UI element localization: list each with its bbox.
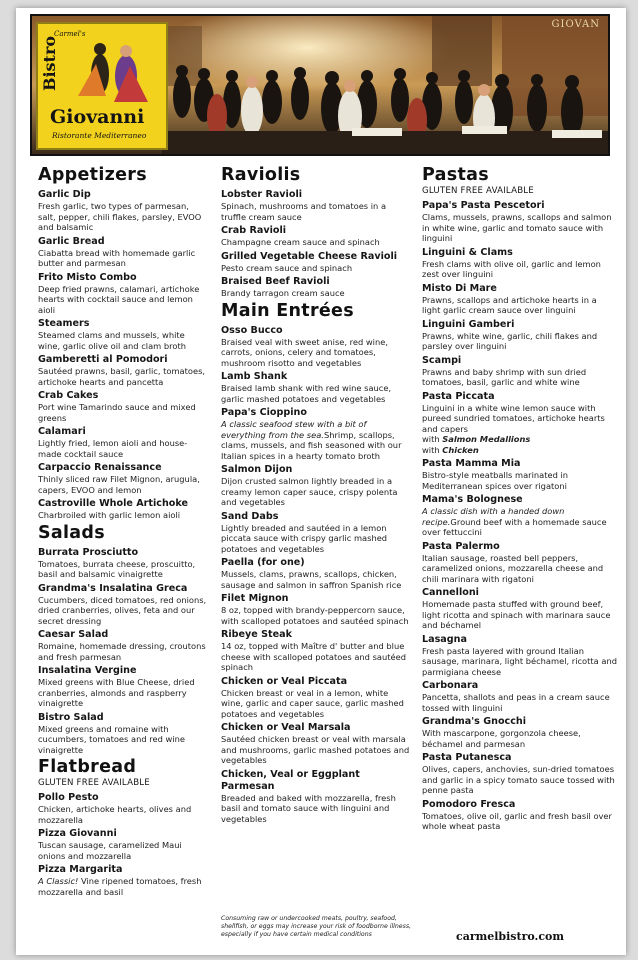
- menu-item-description-text: Braised lamb shank with red wine sauce, garlic mashed potatoes and vegetables: [221, 383, 392, 404]
- menu-item-name: Crab Ravioli: [221, 225, 287, 236]
- menu-item-description-text: Sautéed chicken breast or veal with marsala and mushrooms, garlic mashed potatoes and vegetables: [221, 734, 410, 765]
- menu-item-tagline: A classic dish with a handed down recipe.: [422, 506, 565, 527]
- menu-item-name: Pomodoro Fresca: [422, 798, 516, 810]
- menu-item-name: Pasta Mamma Mia: [422, 458, 521, 469]
- menu-item: [38, 629, 208, 662]
- menu-item-name: Pizza Margarita: [38, 864, 123, 875]
- menu-item-description: [221, 793, 411, 825]
- header-banner: [30, 14, 610, 156]
- menu-item-description-text: Olives, capers, anchovies, sun-dried tomatoes and garlic in a spicy tomato sauce tossed with penne pasta: [422, 764, 615, 795]
- menu-item-description: [38, 804, 208, 825]
- menu-item-description: [38, 474, 208, 495]
- menu-item: [221, 225, 411, 248]
- menu-item-description-text: Sautéed prawns, basil, garlic, tomatoes, artichoke hearts and pancetta: [38, 366, 206, 387]
- menu-item-name: Crab Cakes: [38, 390, 99, 401]
- menu-item: [38, 828, 208, 861]
- menu-item-description: [221, 523, 411, 555]
- menu-page: [16, 8, 626, 955]
- menu-item-description: [221, 734, 411, 766]
- column-left: [38, 165, 208, 897]
- menu-item-description: [38, 366, 208, 387]
- menu-item-description-text: Pesto cream sauce and spinach: [221, 262, 353, 273]
- menu-item-description-text: Mixed greens with Blue Cheese, dried cranberries, almonds and raspberry vinaigrette: [38, 677, 195, 708]
- food-safety-disclaimer: Consuming raw or undercooked meats, poultry, seafood, shellfish, or eggs may increase your risk of foodborne illness, especially if you have certain medical conditions: [221, 915, 412, 938]
- section-title-appetizers: Appetizers: [38, 165, 147, 185]
- menu-item: [38, 547, 208, 580]
- menu-item: [221, 593, 411, 626]
- menu-item-description: [422, 259, 617, 280]
- menu-item-description-text: 8 oz, topped with brandy-peppercorn sauce, with scalloped potatoes and sautéed spinach: [221, 605, 409, 626]
- menu-item: [221, 769, 411, 825]
- menu-item: [221, 189, 411, 222]
- section-title-raviolis: Raviolis: [221, 165, 301, 185]
- menu-item: [422, 716, 617, 749]
- menu-item-description-text: With mascarpone, gorgonzola cheese, béchamel and parmesan: [422, 728, 581, 749]
- menu-item-description-text: Deep fried prawns, calamari, artichoke hearts with cocktail sauce and lemon aioli: [38, 283, 200, 315]
- menu-item-description: [422, 692, 617, 713]
- menu-item: [38, 354, 208, 387]
- menu-item-description: [221, 476, 411, 508]
- menu-item: [422, 752, 617, 796]
- menu-item-description-text: Homemade pasta stuffed with ground beef, light ricotta and spinach with marinara sauce and béchamel: [422, 599, 611, 630]
- logo-name: Giovanni: [50, 106, 145, 128]
- menu-item-description: [38, 876, 208, 897]
- menu-item: [38, 318, 208, 351]
- menu-item-name: Grandma's Gnocchi: [422, 716, 527, 727]
- column-middle: [221, 165, 411, 824]
- menu-item-name: Castroville Whole Artichoke: [38, 498, 189, 509]
- menu-item-description-text: Prawns, white wine, garlic, chili flakes and parsley over linguini: [422, 330, 598, 351]
- menu-item-description-text: Charbroiled with garlic lemon aioli: [38, 510, 181, 520]
- menu-item: [221, 676, 411, 720]
- menu-item-description-text: Bistro-style meatballs marinated in Mediterranean spices over rigatoni: [422, 470, 569, 491]
- menu-item: [38, 390, 208, 423]
- menu-item: [38, 236, 208, 269]
- menu-item: [221, 464, 411, 508]
- menu-item-description: [221, 641, 411, 673]
- menu-item-name: Carbonara: [422, 680, 479, 691]
- menu-item-name: Chicken or Veal Marsala: [221, 722, 351, 733]
- menu-item: [221, 276, 411, 299]
- menu-item-description: [422, 212, 617, 244]
- menu-item-description: [221, 383, 411, 404]
- flatbread-subtitle: GLUTEN FREE AVAILABLE: [38, 778, 150, 788]
- menu-item: [221, 557, 411, 590]
- menu-item: [38, 792, 208, 825]
- menu-item: [422, 799, 617, 832]
- menu-item-description-text: Braised veal with sweet anise, red wine, carrots, onions, celery and tomatoes, mushroom risotto and vegetables: [221, 336, 388, 368]
- menu-item-name: Pasta Palermo: [422, 540, 500, 552]
- menu-item-name: Sand Dabs: [221, 510, 279, 522]
- menu-item-description-text: Romaine, homemade dressing, croutons and fresh parmesan: [38, 641, 206, 662]
- menu-item-name: Mama's Bolognese: [422, 494, 523, 505]
- menu-item-description: [221, 419, 411, 461]
- menu-item: [422, 200, 617, 244]
- menu-item: [422, 680, 617, 713]
- menu-item-name: Braised Beef Ravioli: [221, 276, 330, 287]
- menu-item-description-text: Spinach, mushrooms and tomatoes in a truffle cream sauce: [221, 201, 387, 222]
- menu-item-description: [38, 724, 208, 756]
- menu-item-description: [38, 402, 208, 423]
- menu-item-description: [221, 569, 411, 590]
- menu-item: [221, 251, 411, 274]
- menu-item-description: [422, 553, 617, 585]
- menu-item: [422, 283, 617, 316]
- menu-item-description: [422, 811, 617, 832]
- menu-item: [422, 541, 617, 585]
- menu-item: [38, 272, 208, 316]
- menu-item-description-text: Fresh pasta layered with ground Italian sausage, marinara, light béchamel, ricotta and parmigiana cheese: [422, 645, 617, 677]
- menu-item-description: [221, 201, 411, 222]
- menu-item-description: [221, 263, 411, 274]
- menu-item: [422, 391, 617, 456]
- menu-item: [38, 498, 208, 521]
- menu-item-description-text: Pancetta, shallots and peas in a cream sauce tossed with linguini: [422, 692, 610, 713]
- menu-item: [38, 462, 208, 495]
- menu-item-description-text: Tuscan sausage, caramelized Maui onions and mozzarella: [38, 840, 182, 861]
- logo-bistro-text: Bistro: [40, 35, 60, 92]
- menu-item-tagline: A classic seafood stew with a bit of everything from the sea.: [221, 419, 367, 440]
- menu-item-description: [422, 764, 617, 796]
- menu-item-description: [38, 284, 208, 316]
- logo-tagline: Ristorante Mediterraneo: [52, 131, 147, 140]
- main-entrees-list: [221, 325, 411, 825]
- menu-item-name: Linguini & Clams: [422, 246, 513, 258]
- menu-item-name: Grandma's Insalatina Greca: [38, 582, 188, 594]
- menu-item-description: [38, 677, 208, 709]
- salads-list: [38, 547, 208, 756]
- menu-item-description: [38, 201, 208, 233]
- menu-item-description: [38, 840, 208, 861]
- menu-item-description-text: Mussels, clams, prawns, scallops, chicken, sausage and salmon in saffron Spanish rice: [221, 569, 402, 590]
- menu-item-description-text: Fresh garlic, two types of parmesan, salt, pepper, chili flakes, parsley, EVOO and balsamic: [38, 201, 202, 232]
- menu-item-description: [422, 367, 617, 388]
- menu-item-name: Lasagna: [422, 633, 467, 645]
- website-link[interactable]: carmelbistro.com: [456, 930, 565, 943]
- menu-item-description-text: Chicken, artichoke hearts, olives and mozzarella: [38, 804, 192, 825]
- menu-item-name: Frito Misto Combo: [38, 271, 137, 283]
- menu-item-description: [38, 248, 208, 269]
- menu-item-name: Garlic Bread: [38, 235, 105, 247]
- menu-item-name: Pollo Pesto: [38, 792, 99, 803]
- menu-item-description-text: Fresh clams with olive oil, garlic and lemon zest over linguini: [422, 258, 601, 279]
- menu-item-name: Linguini Gamberi: [422, 318, 515, 330]
- menu-item-name: Bistro Salad: [38, 711, 104, 723]
- menu-item-description-text: Mixed greens and romaine with cucumbers, tomatoes and red wine vinaigrette: [38, 723, 185, 755]
- menu-item-name: Caesar Salad: [38, 629, 109, 640]
- menu-item-description: [422, 295, 617, 316]
- menu-item-description: [38, 559, 208, 580]
- menu-item-name: Filet Mignon: [221, 593, 289, 604]
- menu-item-name: Cannelloni: [422, 587, 479, 598]
- menu-item: [38, 864, 208, 897]
- menu-item: [422, 458, 617, 491]
- menu-item-name: Carpaccio Renaissance: [38, 462, 162, 473]
- menu-item-description: [422, 403, 617, 435]
- menu-item-description: [221, 237, 411, 248]
- menu-item: [221, 407, 411, 461]
- pastas-list: [422, 200, 617, 832]
- menu-item-description-text: Lightly breaded and sautéed in a lemon piccata sauce with crispy garlic mashed potatoes and vegetables: [221, 522, 388, 554]
- menu-item-name: Pizza Giovanni: [38, 828, 117, 839]
- column-right: [422, 165, 617, 832]
- menu-item-description-text: Champagne cream sauce and spinach: [221, 237, 380, 247]
- section-title-salads: Salads: [38, 522, 105, 543]
- menu-item-option: [422, 434, 617, 445]
- menu-item: [38, 583, 208, 627]
- raviolis-list: [221, 189, 411, 299]
- menu-item-name: Lamb Shank: [221, 371, 288, 382]
- menu-item-description-text: Vine ripened tomatoes, fresh mozzarella and basil: [38, 876, 202, 897]
- pastas-subtitle: GLUTEN FREE AVAILABLE: [422, 186, 534, 196]
- menu-item-option-name: Salmon Medallions: [442, 434, 531, 444]
- menu-item-name: Grilled Vegetable Cheese Ravioli: [221, 250, 398, 262]
- menu-item-name: Garlic Dip: [38, 189, 91, 200]
- menu-item: [422, 247, 617, 280]
- menu-item-description-text: Thinly sliced raw Filet Mignon, arugula, capers, EVOO and lemon: [38, 474, 200, 495]
- menu-item-name: Gamberetti al Pomodori: [38, 354, 168, 365]
- menu-item-description-text: Italian sausage, roasted bell peppers, caramelized onions, mozzarella cheese and chili marinara with rigatoni: [422, 552, 604, 584]
- venue-sign: GIOVAN: [551, 19, 600, 30]
- menu-item-description-text: Ground beef with a homemade sauce over fettuccini: [422, 516, 607, 537]
- menu-item-name: Chicken, Veal or Eggplant Parmesan: [221, 768, 360, 792]
- menu-item-option-prefix: with: [422, 434, 443, 444]
- menu-item-description: [422, 506, 617, 538]
- menu-item-description-text: Prawns, scallops and artichoke hearts in a light garlic cream sauce over linguini: [422, 294, 597, 315]
- menu-item-name: Pasta Putanesca: [422, 752, 512, 763]
- menu-item: [422, 319, 617, 352]
- menu-item-description-text: Steamed clams and mussels, white wine, garlic olive oil and clam broth: [38, 330, 186, 351]
- menu-item-description: [38, 438, 208, 459]
- menu-item: [221, 629, 411, 673]
- menu-item-option-prefix: with: [422, 444, 443, 455]
- menu-item-description-text: Cucumbers, diced tomatoes, red onions, dried cranberries, olives, feta and our secret dressing: [38, 594, 207, 626]
- menu-item-description-text: Tomatoes, burrata cheese, proscuitto, basil and balsamic vinaigrette: [38, 558, 196, 579]
- section-title-pastas: Pastas: [422, 165, 489, 185]
- menu-item-description: [221, 688, 411, 720]
- section-title-main-entrees: Main Entrées: [221, 300, 354, 321]
- menu-item-description-text: Breaded and baked with mozzarella, fresh basil and tomato sauce with linguini and vegetables: [221, 792, 396, 824]
- menu-item-description-text: Lightly fried, lemon aioli and house-made cocktail sauce: [38, 438, 188, 459]
- menu-item-option: [422, 445, 617, 456]
- menu-item-name: Lobster Ravioli: [221, 189, 303, 200]
- menu-item-description-text: Chicken breast or veal in a lemon, white wine, garlic and caper sauce, garlic mashed potatoes and vegetables: [221, 687, 404, 719]
- menu-item-name: Papa's Pasta Pescetori: [422, 200, 545, 211]
- menu-item-description-text: Dijon crusted salmon lightly breaded in a creamy lemon caper sauce, crispy polenta and vegetables: [221, 476, 398, 507]
- menu-item-description: [422, 728, 617, 749]
- menu-item-description: [221, 337, 411, 369]
- menu-item-name: Chicken or Veal Piccata: [221, 675, 348, 687]
- menu-item-description-text: Linguini in a white wine lemon sauce with pureed sundried tomatoes, artichoke hearts and capers: [422, 402, 605, 434]
- menu-item-name: Pasta Piccata: [422, 390, 495, 402]
- menu-item-name: Osso Bucco: [221, 324, 283, 336]
- menu-item: [38, 189, 208, 233]
- menu-item-description: [38, 641, 208, 662]
- menu-item-name: Ribeye Steak: [221, 629, 293, 640]
- menu-item-name: Calamari: [38, 426, 86, 437]
- menu-item: [422, 355, 617, 388]
- menu-item-description-text: Prawns and baby shrimp with sun dried tomatoes, basil, garlic and white wine: [422, 366, 587, 387]
- menu-item: [38, 426, 208, 459]
- menu-item-description-text: Port wine Tamarindo sauce and mixed greens: [38, 402, 196, 423]
- menu-item-description-text: Shrimp, scallops, clams, mussels, and fish seasoned with our Italian spices in a hearty tomato broth: [221, 429, 402, 461]
- menu-item-name: Papa's Cioppino: [221, 407, 307, 418]
- logo-small-text: Carmel's: [54, 30, 86, 38]
- menu-item: [221, 325, 411, 369]
- menu-item-description-text: 14 oz, topped with Maître d' butter and blue cheese with scalloped potatoes and sautéed spinach: [221, 641, 406, 672]
- menu-item: [38, 665, 208, 709]
- menu-item-description-text: Brandy tarragon cream sauce: [221, 288, 345, 298]
- menu-item-description: [38, 595, 208, 627]
- menu-item-description: [422, 331, 617, 352]
- menu-item-name: Insalatina Vergine: [38, 665, 137, 676]
- menu-item: [422, 494, 617, 538]
- menu-item-name: Scampi: [422, 354, 462, 366]
- menu-item-description: [38, 330, 208, 351]
- menu-item-description-text: Clams, mussels, prawns, scallops and salmon in white wine, garlic and tomato sauce with linguini: [422, 212, 612, 243]
- appetizers-list: [38, 189, 208, 521]
- menu-item-name: Salmon Dijon: [221, 464, 293, 475]
- menu-item-name: Steamers: [38, 318, 90, 329]
- restaurant-logo: [36, 22, 168, 150]
- menu-item: [221, 722, 411, 766]
- menu-item-description-text: Ciabatta bread with homemade garlic butter and parmesan: [38, 247, 196, 268]
- menu-item-description: [422, 599, 617, 631]
- menu-item-description: [221, 288, 411, 299]
- menu-item-option-name: Chicken: [442, 444, 479, 455]
- menu-item-description: [38, 510, 208, 521]
- menu-item-description-text: Tomatoes, olive oil, garlic and fresh basil over whole wheat pasta: [422, 810, 612, 831]
- menu-item: [221, 371, 411, 404]
- menu-item-description: [422, 646, 617, 678]
- menu-item: [221, 511, 411, 555]
- menu-item: [422, 587, 617, 631]
- menu-item-description: [422, 470, 617, 491]
- menu-item: [38, 712, 208, 756]
- flatbread-list: [38, 792, 208, 897]
- menu-item: [422, 634, 617, 678]
- menu-item-tagline: A Classic!: [38, 876, 79, 886]
- menu-item-description: [221, 605, 411, 626]
- menu-item-name: Burrata Prosciutto: [38, 546, 139, 558]
- menu-item-name: Paella (for one): [221, 557, 305, 568]
- section-title-flatbread: Flatbread: [38, 757, 137, 777]
- menu-item-name: Misto Di Mare: [422, 282, 497, 294]
